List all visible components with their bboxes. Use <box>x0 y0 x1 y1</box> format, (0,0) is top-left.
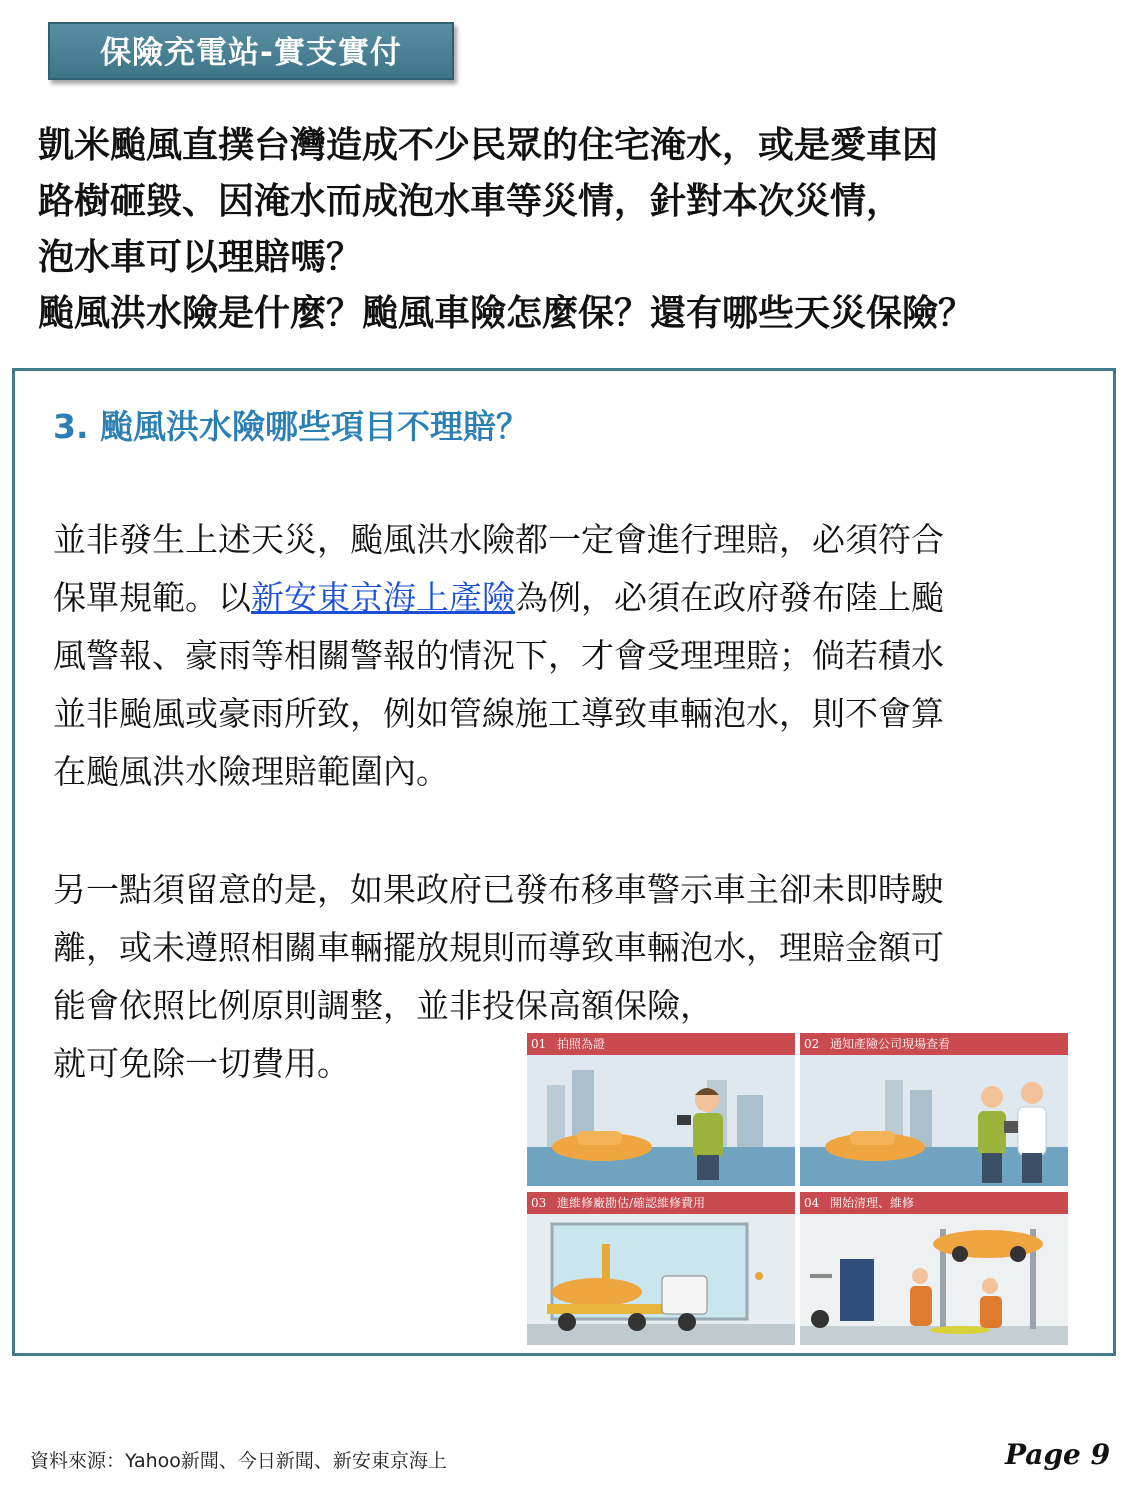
intro-line: 颱風洪水險是什麼？颱風車險怎麼保？還有哪些天災保險？ <box>38 293 975 334</box>
paragraph-line: 就可免除一切費用。 <box>53 1044 350 1083</box>
repair-icon <box>800 1214 1068 1345</box>
paragraph-line: 另一點須留意的是，如果政府已發布移車警示車主卻未即時駛 <box>53 870 944 909</box>
inspection-icon <box>800 1055 1068 1186</box>
page-number: Page 9 <box>1005 1438 1111 1471</box>
paragraph-line: 風警報、豪雨等相關警報的情況下，才會受理理賠；倘若積水 <box>53 636 944 675</box>
claim-steps-illustration <box>527 1033 1068 1345</box>
step-card-4 <box>800 1192 1068 1345</box>
paragraph-line: 並非颱風或豪雨所致，例如管線施工導致車輛泡水，則不會算 <box>53 694 944 733</box>
section-title: 3. 颱風洪水險哪些項目不理賠？ <box>53 407 529 446</box>
paragraph-text: 為例，必須在政府發布陸上颱 <box>515 578 944 617</box>
tow-truck-icon <box>527 1214 795 1345</box>
intro-line: 凱米颱風直撲台灣造成不少民眾的住宅淹水，或是愛車因 <box>38 125 939 166</box>
paragraph-text: 保單規範。以 <box>53 578 251 617</box>
step-header: 04 開始清理、維修 <box>800 1192 1068 1214</box>
step-header: 03 進維修廠勘估/確認維修費用 <box>527 1192 795 1214</box>
content-panel <box>12 368 1116 1356</box>
paragraph-line: 並非發生上述天災，颱風洪水險都一定會進行理賠，必須符合 <box>53 520 944 559</box>
intro-text <box>38 118 1118 342</box>
step-header: 02 通知產險公司現場查看 <box>800 1033 1068 1055</box>
page-banner: 保險充電站-實支實付 <box>48 22 454 80</box>
step-card-3 <box>527 1192 795 1345</box>
flood-photo-icon <box>527 1055 795 1186</box>
paragraph-line: 離，或未遵照相關車輛擺放規則而導致車輛泡水，理賠金額可 <box>53 928 944 967</box>
step-card-1 <box>527 1033 795 1186</box>
step-card-2 <box>800 1033 1068 1186</box>
paragraph-line <box>53 569 1083 627</box>
insurer-link[interactable]: 新安東京海上產險 <box>251 578 515 617</box>
step-header: 01 拍照為證 <box>527 1033 795 1055</box>
intro-line: 路樹砸毀、因淹水而成泡水車等災情，針對本次災情， <box>38 181 903 222</box>
paragraph-line: 能會依照比例原則調整，並非投保高額保險， <box>53 986 713 1025</box>
intro-line: 泡水車可以理賠嗎？ <box>38 237 363 278</box>
paragraph-line: 在颱風洪水險理賠範圍內。 <box>53 752 449 791</box>
source-note: 資料來源：Yahoo新聞、今日新聞、新安東京海上 <box>30 1450 447 1472</box>
paragraph-1 <box>53 511 1083 801</box>
